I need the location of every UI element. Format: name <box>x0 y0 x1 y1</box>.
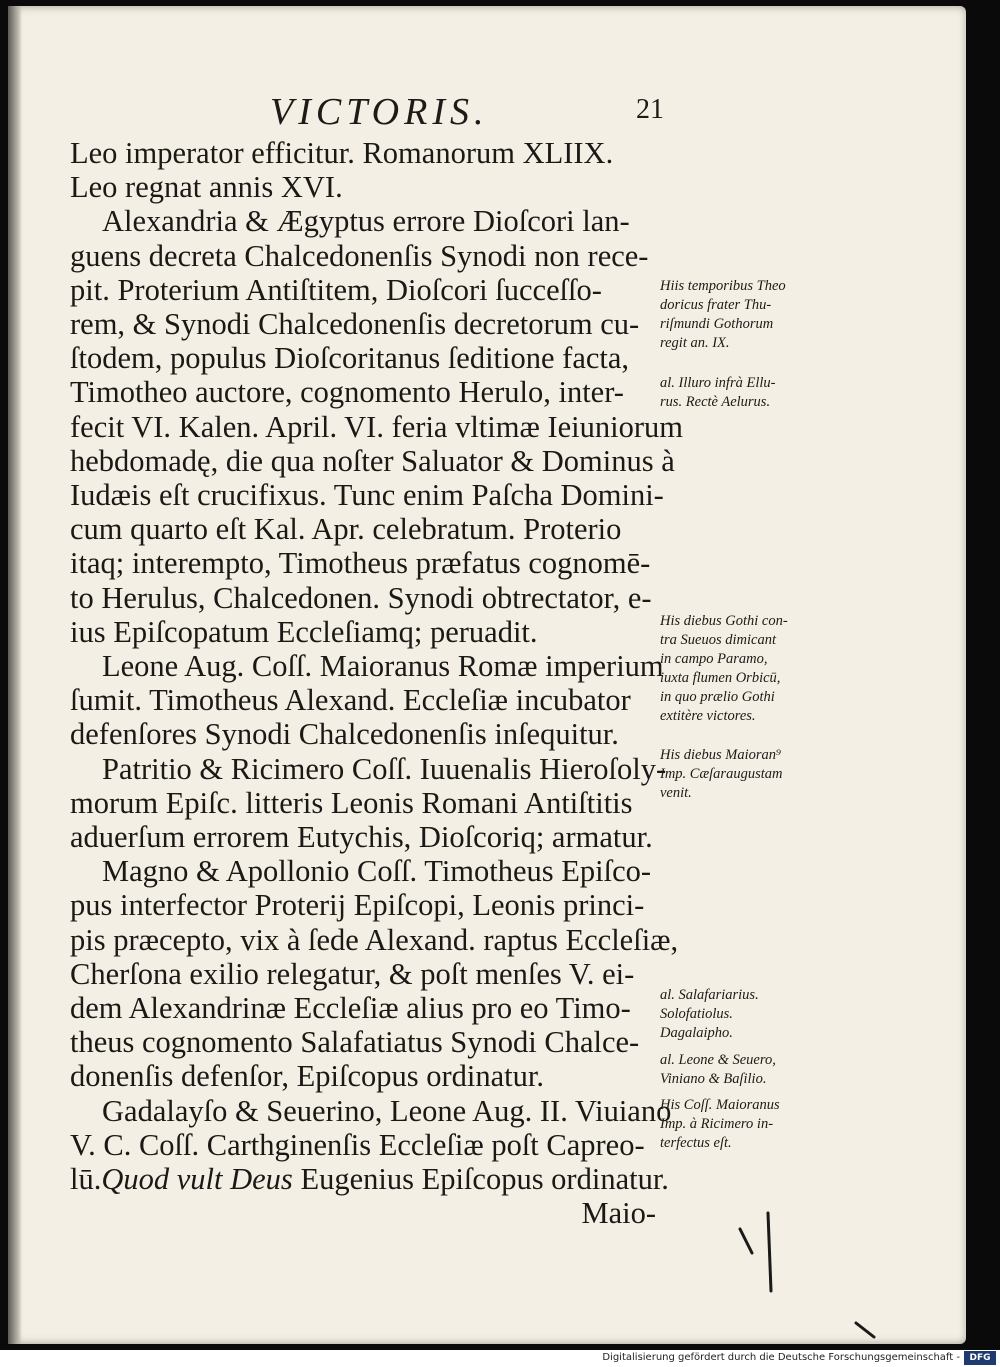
footer-credit: Digitalisierung gefördert durch die Deutsche Forschungsgemeinschaft - <box>602 1352 960 1363</box>
text-line-mixed <box>70 1162 669 1197</box>
margin-line: al. Leone & Seuero, <box>660 1052 776 1068</box>
margin-line: Imp. à Ricimero in- <box>660 1116 774 1132</box>
text-segment: lū. <box>70 1162 102 1197</box>
margin-note <box>660 1096 850 1153</box>
margin-line: in quo prælio Gothi <box>660 689 775 705</box>
page-number: 21 <box>636 94 664 125</box>
text-line: Cherſona exilio relegatur, & poſt menſes V. ei- <box>70 956 635 991</box>
text-line: pis præcepto, vix à ſede Alexand. raptus Eccleſiæ, <box>70 922 679 957</box>
margin-line: al. Salafariarius. <box>660 987 759 1003</box>
margin-line: Solofatiolus. <box>660 1006 733 1022</box>
text-line: dem Alexandrinæ Eccleſiæ alius pro eo Timo- <box>70 991 631 1026</box>
ink-pen-marks <box>728 1211 888 1341</box>
margin-line: tra Sueuos dimicant <box>660 632 776 648</box>
text-line: cum quarto eſt Kal. Apr. celebratum. Proterio <box>70 512 622 547</box>
text-line: ius Epiſcopatum Eccleſiamq; peruadit. <box>70 614 538 649</box>
page-gutter <box>8 6 22 1344</box>
running-title: VICTORIS. <box>270 91 489 133</box>
margin-line: Viniano & Baſilio. <box>660 1071 767 1087</box>
margin-line: His diebus Gothi con- <box>660 613 788 629</box>
text-line: Leo imperator efficitur. Romanorum XLIIX. <box>70 136 614 170</box>
text-line: pus interfector Proterij Epiſcopi, Leonis princi- <box>70 888 645 923</box>
text-line: ſtodem, populus Dioſcoritanus ſeditione facta, <box>70 341 630 376</box>
text-line: Patritio & Ricimero Coſſ. Iuuenalis Hieroſoly- <box>102 751 667 786</box>
book-page <box>8 6 966 1344</box>
margin-note <box>660 277 850 353</box>
text-line: aduerſum errorem Eutychis, Dioſcoriq; armatur. <box>70 820 653 855</box>
margin-line: His Coſſ. Maioranus <box>660 1097 780 1113</box>
text-line: Magno & Apollonio Coſſ. Timotheus Epiſco- <box>102 854 652 889</box>
margin-line: extitère victores. <box>660 708 756 724</box>
text-line: theus cognomento Salafatiatus Synodi Chalce- <box>70 1025 640 1060</box>
text-line: fecit VI. Kalen. April. VI. feria vltimæ Ieiuniorum <box>70 409 683 444</box>
text-line: Leo regnat annis XVI. <box>70 170 343 205</box>
text-line: donenſis defenſor, Epiſcopus ordinatur. <box>70 1059 544 1094</box>
margin-note <box>660 746 850 803</box>
text-line: pit. Proterium Antiſtitem, Dioſcori ſucceſſo- <box>70 272 602 307</box>
margin-note <box>660 612 850 726</box>
margin-line: Imp. Cæſaraugustam <box>660 766 783 782</box>
margin-note <box>660 1051 850 1089</box>
margin-line: al. Illuro infrà Ellu- <box>660 375 776 391</box>
text-line: V. C. Coſſ. Carthginenſis Eccleſiæ poſt Capreo- <box>70 1127 645 1162</box>
text-line: to Herulus, Chalcedonen. Synodi obtrectator, e- <box>70 580 652 615</box>
text-line: itaq; interempto, Timotheus præfatus cognomē- <box>70 546 651 581</box>
text-line: Leone Aug. Coſſ. Maioranus Romæ imperium <box>102 649 664 684</box>
margin-line: venit. <box>660 785 692 801</box>
italic-segment: Quod vult Deus <box>101 1162 293 1197</box>
text-line: Iudæis eſt crucifixus. Tunc enim Paſcha Domini- <box>70 478 664 513</box>
margin-line: riſmundi Gothorum <box>660 316 774 332</box>
text-line: defenſores Synodi Chalcedonenſis inſequitur. <box>70 717 619 752</box>
margin-line: iuxta flumen Orbicū, <box>660 670 781 686</box>
text-line: rem, & Synodi Chalcedonenſis decretorum cu- <box>70 307 640 342</box>
text-line: hebdomadę, die qua noſter Saluator & Dominus à <box>70 443 675 478</box>
margin-line: terfectus eſt. <box>660 1135 732 1151</box>
catchword: Maio- <box>581 1196 656 1231</box>
text-line: guens decreta Chalcedonenſis Synodi non rece- <box>70 238 649 273</box>
margin-note <box>660 374 850 412</box>
margin-line: His diebus Maioran⁹ <box>660 747 782 763</box>
margin-note <box>660 986 850 1043</box>
dfg-logo: DFG <box>964 1351 996 1365</box>
margin-line: in campo Paramo, <box>660 651 768 667</box>
margin-line: rus. Rectè Aelurus. <box>660 394 771 410</box>
margin-line: regit an. IX. <box>660 335 730 351</box>
text-line: morum Epiſc. litteris Leonis Romani Antiſtitis <box>70 785 633 820</box>
text-line: ſumit. Timotheus Alexand. Eccleſiæ incubator <box>70 683 631 718</box>
margin-line: Hiis temporibus Theo <box>660 278 786 294</box>
digitization-footer <box>0 1350 1000 1367</box>
text-segment: Eugenius Epiſcopus ordinatur. <box>300 1162 669 1197</box>
text-line: Alexandria & Ægyptus errore Dioſcori lan- <box>102 204 630 239</box>
text-line: Timotheo auctore, cognomento Herulo, inter- <box>70 375 624 410</box>
margin-line: Dagalaipho. <box>660 1025 733 1041</box>
margin-line: doricus frater Thu- <box>660 297 772 313</box>
text-line: Gadalayſo & Seuerino, Leone Aug. II. Viuiano <box>102 1093 672 1128</box>
